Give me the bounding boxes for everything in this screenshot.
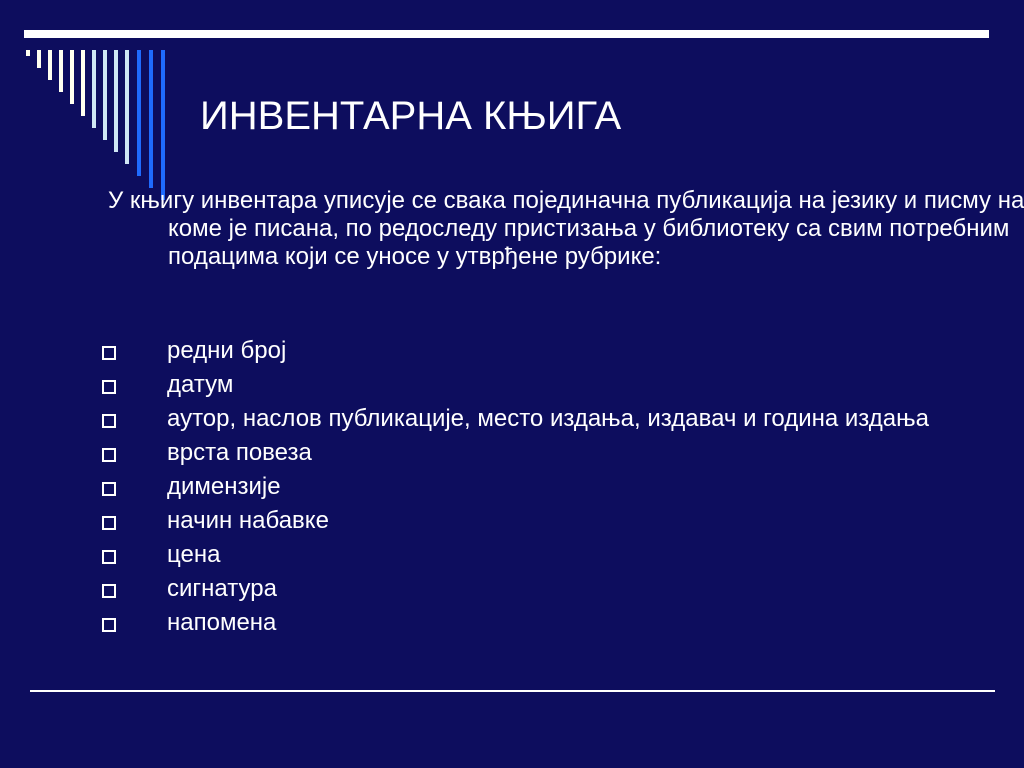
- list-item-label: датум: [167, 371, 234, 398]
- list-item: [100, 405, 980, 433]
- decorative-stripe: [37, 50, 41, 68]
- list-item-label: начин набавке: [167, 507, 329, 534]
- list-item: [100, 609, 980, 637]
- hollow-square-bullet-icon: [102, 380, 116, 394]
- hollow-square-bullet-icon: [102, 448, 116, 462]
- list-item: [100, 371, 980, 399]
- hollow-square-bullet-icon: [102, 516, 116, 530]
- decorative-stripe: [48, 50, 52, 80]
- list-item: [100, 507, 980, 535]
- list-item: [100, 575, 980, 603]
- list-item-label: врста повеза: [167, 439, 312, 466]
- list-item-label: редни број: [167, 337, 287, 364]
- hollow-square-bullet-icon: [102, 346, 116, 360]
- bottom-rule: [30, 690, 995, 692]
- list-item-label: димензије: [167, 473, 281, 500]
- hollow-square-bullet-icon: [102, 618, 116, 632]
- hollow-square-bullet-icon: [102, 482, 116, 496]
- hollow-square-bullet-icon: [102, 584, 116, 598]
- decorative-stripe: [161, 50, 165, 200]
- decorative-stripe: [137, 50, 141, 176]
- decorative-stripe: [103, 50, 107, 140]
- hollow-square-bullet-icon: [102, 414, 116, 428]
- list-item-label: цена: [167, 541, 221, 568]
- decorative-stripe: [70, 50, 74, 104]
- decorative-stripe: [59, 50, 63, 92]
- list-item-label: напомена: [167, 609, 277, 636]
- slide-title: ИНВЕНТАРНА КЊИГА: [200, 94, 622, 138]
- decorative-stripe: [114, 50, 118, 152]
- list-item-label: аутор, наслов публикације, место издања, издавач и година издања: [167, 405, 929, 432]
- list-item: [100, 337, 980, 365]
- list-item: [100, 541, 980, 569]
- intro-paragraph: У књигу инвентара уписује се свака појединачна публикација на језику и писму на коме је писана, по редоследу пристизања у библиотеку са свим потребним подацима који се уносе у утврђене рубрике:: [108, 187, 1024, 270]
- decorative-stripe: [81, 50, 85, 116]
- hollow-square-bullet-icon: [102, 550, 116, 564]
- list-item-label: сигнатура: [167, 575, 277, 602]
- decorative-stripe: [149, 50, 153, 188]
- list-item: [100, 439, 980, 467]
- decorative-stripe: [92, 50, 96, 128]
- bullet-list: [100, 337, 980, 643]
- decorative-stripe: [125, 50, 129, 164]
- list-item: [100, 473, 980, 501]
- decorative-stripe: [26, 50, 30, 56]
